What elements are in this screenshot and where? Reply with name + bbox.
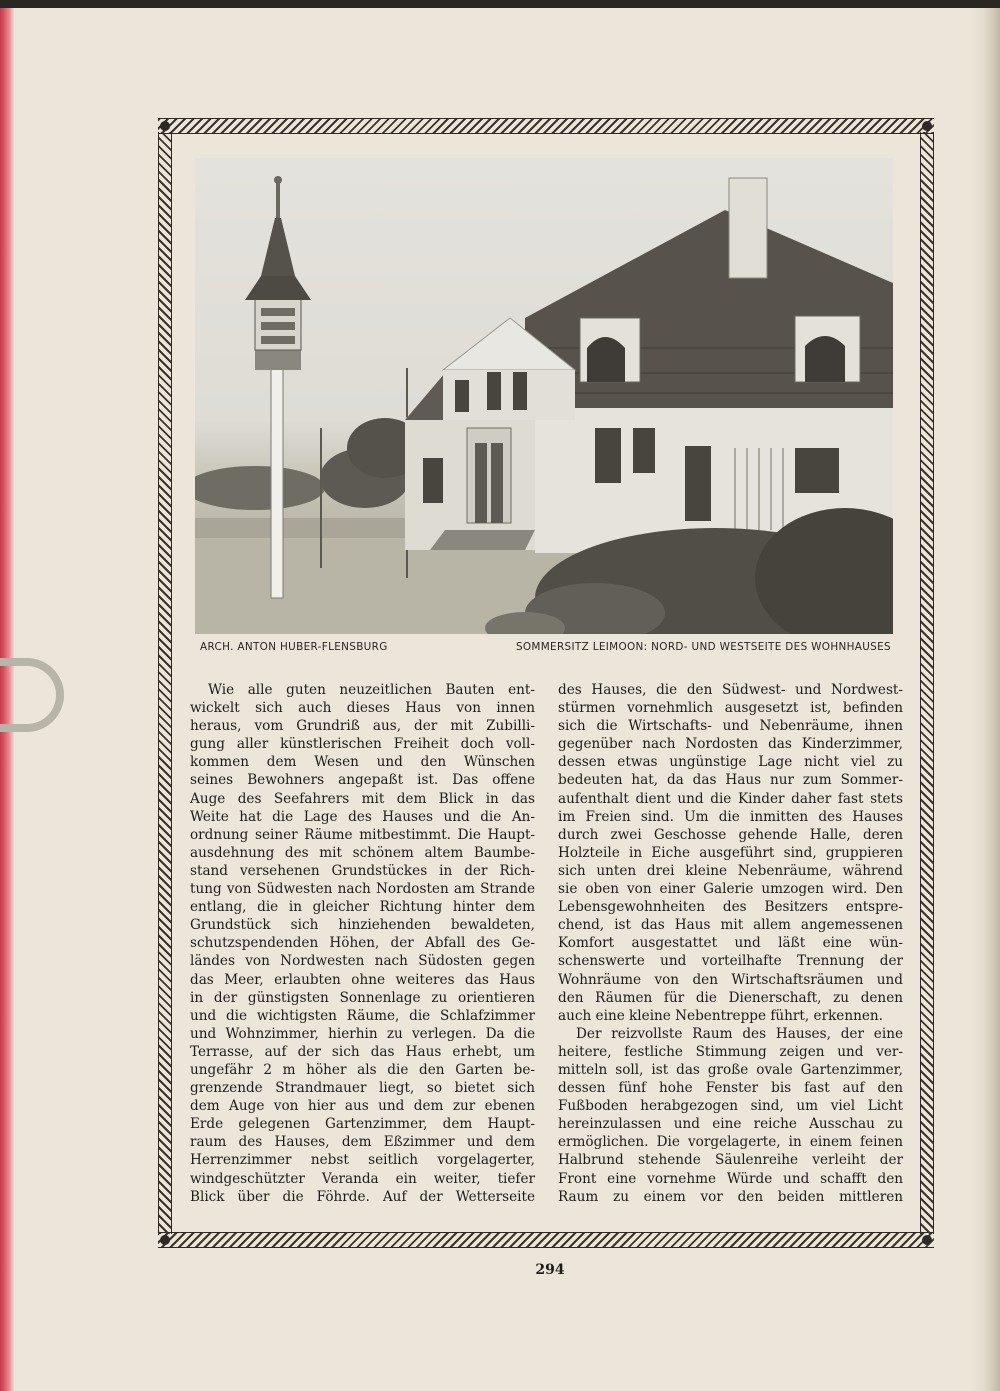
frame-border-bottom — [158, 1232, 934, 1248]
text-line: Wohnräume von den Wirtschaftsräumen und — [558, 971, 903, 988]
text-line: mitteln soll, ist das große ovale Gartenzimmer, — [558, 1061, 903, 1078]
text-line: hereinzulassen und eine reiche Ausschau zu — [558, 1116, 903, 1133]
text-line: Wie alle guten neuzeitlichen Bauten ent- — [208, 682, 535, 698]
text-line: Terrasse, auf der sich das Haus erhebt, um — [190, 1043, 535, 1060]
page-number: 294 — [535, 1262, 565, 1278]
text-line: sich unten drei kleine Nebenräume, während — [558, 862, 903, 879]
text-line: tung von Südwesten nach Nordosten am Strande — [190, 881, 535, 898]
text-line: durch zwei Geschosse gehende Halle, deren — [558, 826, 903, 843]
text-line: des Hauses, die den Südwest- und Nordwest- — [558, 682, 903, 698]
paper-clip — [0, 658, 64, 732]
text-line: ausdehnung des mit schönem altem Baumbe- — [190, 844, 535, 861]
text-line: auch eine kleine Nebentreppe führt, erkennen. — [558, 1007, 883, 1024]
text-line: und die wichtigsten Räume, die Schlafzimmer — [190, 1007, 535, 1024]
house-photograph — [195, 158, 893, 634]
text-line: entlang, die in gleicher Richtung hinter dem — [190, 899, 535, 916]
text-line: stand versehenen Grundstückes in der Rich- — [190, 862, 535, 879]
text-line: Grundstück sich hinziehenden bewaldeten, — [190, 917, 535, 934]
text-line: raum des Hauses, dem Eßzimmer und dem — [190, 1134, 535, 1151]
paragraph — [190, 681, 535, 1206]
text-line: ungefähr 2 m höher als die den Garten be- — [190, 1061, 535, 1078]
text-line: wickelt sich auch dieses Haus von innen — [190, 700, 535, 717]
text-line: Erde gelegenen Gartenzimmer, dem Haupt- — [190, 1116, 535, 1133]
text-line: seines Bewohners angepaßt ist. Das offene — [190, 772, 535, 789]
frame-border-top — [158, 118, 934, 134]
text-line: sich die Wirtschafts- und Nebenräume, ihnen — [558, 718, 903, 735]
text-line: dessen etwas ungünstige Lage nicht viel zu — [558, 754, 903, 771]
text-line: gung aller künstlerischen Freiheit doch voll- — [190, 736, 535, 753]
text-line: ermöglichen. Die vorgelagerte, in einem feinen — [558, 1134, 903, 1151]
text-line: Halbrund stehende Säulenreihe verleiht der — [558, 1152, 903, 1169]
text-line: Der reizvollste Raum des Hauses, der eine — [576, 1025, 903, 1042]
house-photo-illustration — [195, 158, 893, 634]
text-line: grenzende Strandmauer liegt, so bietet sich — [190, 1080, 535, 1097]
page-edge-right — [970, 8, 1000, 1391]
text-line: schutzspendenden Höhen, der Abfall des Ge- — [190, 935, 535, 952]
text-line: dessen fünf hohe Fenster bis fast auf den — [558, 1080, 903, 1097]
text-line: Auge des Seefahrers mit dem Blick in das — [190, 790, 535, 807]
text-column-right — [558, 681, 903, 1206]
text-line: Lebensgewohnheiten des Besitzers entspre- — [558, 899, 903, 916]
text-line: das Meer, erlaubten ohne weiteres das Haus — [190, 971, 535, 988]
text-line: im Freien sind. Um die inmitten des Hauses — [558, 808, 903, 825]
paragraph — [558, 681, 903, 1025]
frame-corner — [160, 121, 170, 131]
text-line: gegenüber nach Nordosten das Kinderzimmer, — [558, 736, 903, 753]
text-line: kommen dem Wesen und den Wünschen — [190, 754, 535, 771]
text-line: ordnung seiner Räume mitbestimmt. Die Haupt- — [190, 826, 535, 843]
text-line: dem Auge von hier aus und dem zur ebenen — [190, 1098, 535, 1115]
frame-border-left — [158, 132, 172, 1234]
text-line: Holzteile in Eiche ausgeführt sind, gruppieren — [558, 844, 903, 861]
frame-corner — [160, 1235, 170, 1245]
frame-border-right — [920, 132, 934, 1234]
text-line: den Räumen für die Dienerschaft, zu denen — [558, 989, 903, 1006]
text-line: bedeuten hat, da das Haus nur zum Sommer- — [558, 772, 903, 789]
frame-corner — [922, 121, 932, 131]
text-line: Herrenzimmer nebst seitlich vorgelagerter, — [190, 1152, 535, 1169]
text-line: Raum zu einem vor den beiden mittleren — [558, 1188, 903, 1205]
text-line: aufenthalt dient und die Kinder daher fast stets — [558, 790, 903, 807]
text-line: Weite hat die Lage des Hauses und die An- — [190, 808, 535, 825]
paragraph — [558, 1025, 903, 1206]
text-line: sie oben von einer Galerie umzogen wird. Den — [558, 881, 903, 898]
text-line: und Wohnzimmer, hierhin zu verlegen. Da die — [190, 1025, 535, 1042]
text-line: heraus, vom Grundriß aus, der mit Zubilli- — [190, 718, 535, 735]
text-line: windgeschützter Veranda ein weiter, tiefer — [190, 1170, 535, 1187]
text-line: heitere, festliche Stimmung zeigen und ver- — [558, 1043, 903, 1060]
text-line: in der günstigsten Sonnenlage zu orientieren — [190, 989, 535, 1006]
text-line: Fußboden herabgezogen sind, um viel Licht — [558, 1098, 903, 1115]
text-line: Blick über die Föhrde. Auf der Wetterseite — [190, 1188, 535, 1205]
text-line: chend, ist das Haus mit allem angemessenen — [558, 917, 903, 934]
text-line: ländes von Nordwesten nach Südosten gegen — [190, 953, 535, 970]
frame-corner — [922, 1235, 932, 1245]
text-line: stürmen vornehmlich ausgesetzt ist, befinden — [558, 700, 903, 717]
text-line: schenswerte und vorteilhafte Trennung der — [558, 953, 903, 970]
caption-architect: ARCH. ANTON HUBER-FLENSBURG — [200, 641, 388, 653]
text-column-left — [190, 681, 535, 1206]
caption-title: SOMMERSITZ LEIMOON: NORD- UND WESTSEITE DES WOHNHAUSES — [515, 641, 891, 653]
text-line: Front eine vornehme Würde und schafft den — [558, 1170, 903, 1187]
text-line: Komfort ausgestattet und läßt eine wün- — [558, 935, 903, 952]
